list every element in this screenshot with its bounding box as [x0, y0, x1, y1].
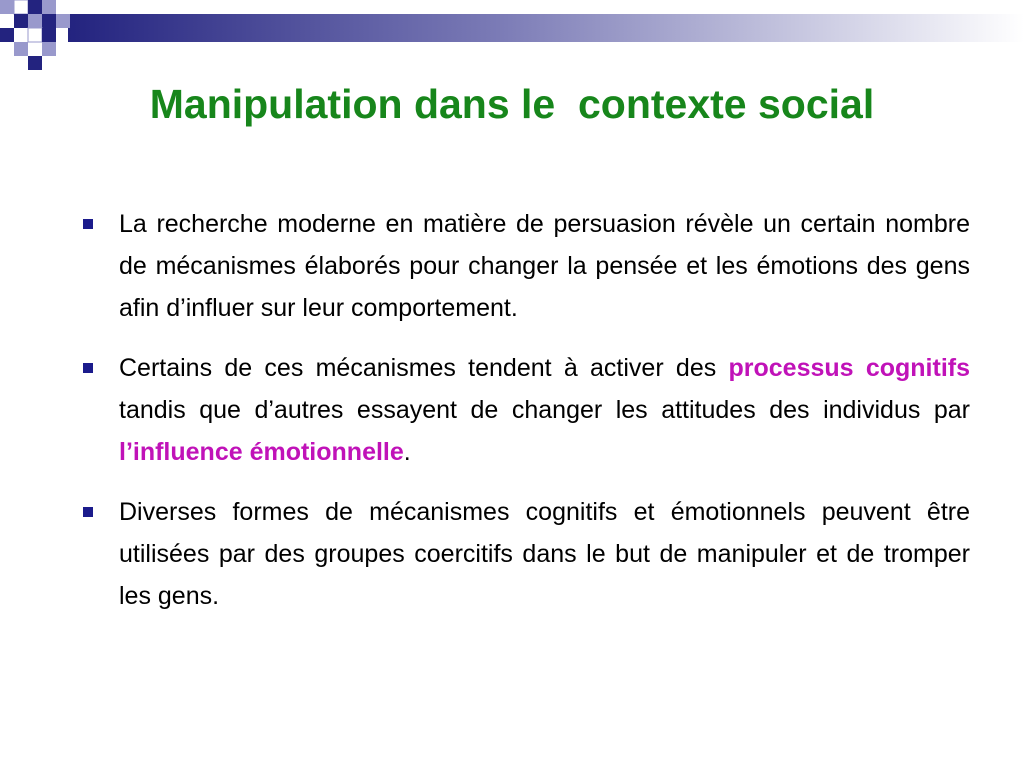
bullet-list	[80, 203, 970, 635]
bullet-text: La recherche moderne en matière de persuasion révèle un certain nombre de mécanismes élaborés pour changer la pensée et les émotions des gens afin d’influer sur leur comportement.	[119, 210, 970, 322]
deco-square	[42, 14, 56, 28]
highlight-processus-cognitifs: processus cognitifs	[728, 354, 970, 382]
square-bullet-icon	[83, 363, 93, 373]
bullet-item	[80, 347, 970, 473]
bullet-text: .	[403, 438, 411, 466]
square-bullet-icon	[83, 507, 93, 517]
square-bullet-icon	[83, 219, 93, 229]
deco-square	[28, 14, 42, 28]
deco-square	[56, 14, 70, 28]
deco-square	[28, 0, 42, 14]
deco-square	[14, 42, 28, 56]
bullet-text: Diverses formes de mécanismes cognitifs et émotionnels peuvent être utilisées par des groupes coercitifs dans le but de manipuler et de tromper les gens.	[119, 498, 970, 610]
deco-square	[0, 0, 14, 14]
deco-square	[14, 14, 28, 28]
highlight-influence-emotionnelle: l’influence émotionnelle	[119, 438, 404, 466]
bullet-text: tandis que d’autres essayent de changer les attitudes des individus par	[119, 396, 970, 424]
header-decoration	[0, 0, 1024, 70]
bullet-text: Certains de ces mécanismes tendent à activer des	[119, 354, 729, 382]
deco-square	[28, 56, 42, 70]
deco-square	[42, 28, 56, 42]
deco-square	[42, 0, 56, 14]
bullet-item	[80, 203, 970, 329]
slide-title: Manipulation dans le contexte social	[149, 81, 875, 127]
header-gradient-band	[68, 14, 1024, 42]
deco-square	[0, 28, 14, 42]
deco-square	[28, 28, 42, 42]
deco-square	[14, 0, 28, 14]
deco-square	[42, 42, 56, 56]
bullet-item	[80, 491, 970, 617]
